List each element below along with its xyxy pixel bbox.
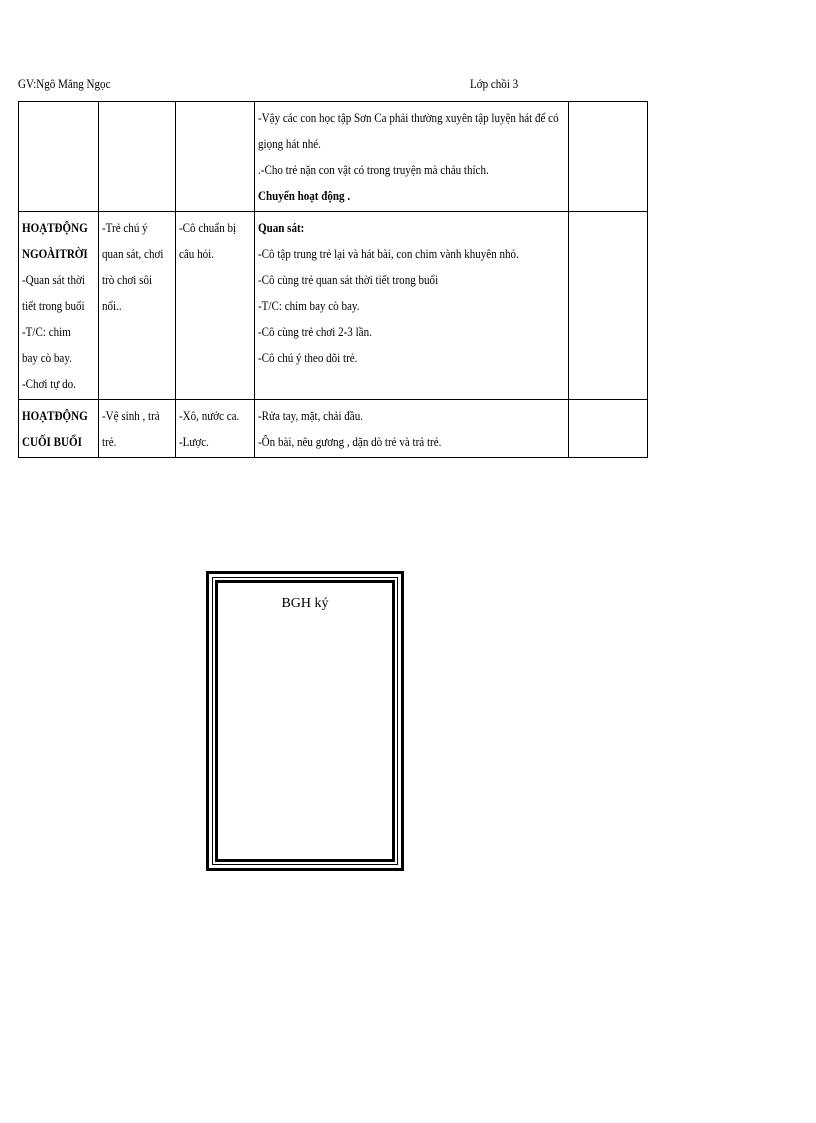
signature-box-frame (215, 580, 395, 862)
cell-content (22, 215, 95, 397)
table-row (19, 400, 648, 458)
cell-line: trò chơi sôi (102, 272, 153, 287)
cell-content (258, 105, 563, 209)
cell-line: CUỐI BUỔI (22, 434, 82, 449)
table-cell (176, 102, 255, 212)
table-cell (19, 212, 99, 400)
cell-line: .-Cho trẻ nặn con vật có trong truyện mà cháu thích. (258, 162, 489, 177)
table-cell (19, 400, 99, 458)
table-row (19, 102, 648, 212)
cell-line: -Xô, nước ca. (179, 408, 240, 423)
cell-line: HOẠTĐỘNG (22, 220, 88, 235)
cell-line: trẻ. (102, 434, 117, 449)
cell-content (258, 215, 563, 371)
cell-line: NGOÀITRỜI (22, 246, 88, 261)
table-cell (569, 102, 648, 212)
cell-line: câu hỏi. (179, 246, 214, 261)
cell-line: -Cô cùng trẻ quan sát thời tiết trong buổi (258, 272, 439, 287)
cell-line: Quan sát: (258, 220, 305, 235)
table-cell (99, 212, 176, 400)
cell-line: -Cô tập trung trẻ lại và hát bài, con chim vành khuyên nhỏ. (258, 246, 519, 261)
table-cell (99, 102, 176, 212)
teacher-name: GV:Ngô Măng Ngọc (18, 76, 111, 91)
lesson-plan-table (18, 101, 648, 458)
table-cell (255, 212, 569, 400)
class-name: Lớp chồi 3 (470, 76, 519, 91)
cell-line: nổi.. (102, 298, 122, 313)
cell-content (22, 403, 95, 455)
cell-content (102, 403, 172, 455)
cell-line: -Vậy các con học tập Sơn Ca phải thường xuyên tập luyện hát để có giọng hát nhé. (258, 110, 559, 151)
cell-content (258, 403, 563, 455)
cell-line: bay cò bay. (22, 350, 72, 365)
cell-line: -Cô chú ý theo dõi trẻ. (258, 350, 358, 365)
cell-line: HOẠTĐỘNG (22, 408, 88, 423)
cell-line: -Ôn bài, nêu gương , dặn dò trẻ và trả trẻ. (258, 434, 442, 449)
cell-line: -Trẻ chú ý (102, 220, 148, 235)
signature-box-inner-border (212, 577, 398, 865)
cell-line: -Cô chuẩn bị (179, 220, 237, 235)
cell-content (102, 215, 172, 319)
table-cell (255, 400, 569, 458)
cell-line: quan sát, chơi (102, 246, 164, 261)
cell-line: -Vệ sinh , trả (102, 408, 160, 423)
cell-line: -T/C: chim (22, 324, 71, 339)
table-cell (176, 400, 255, 458)
table-cell (176, 212, 255, 400)
cell-line: tiết trong buổi (22, 298, 85, 313)
cell-line: -Rửa tay, mặt, chải đầu. (258, 408, 364, 423)
table-cell (569, 400, 648, 458)
signature-box (206, 571, 404, 871)
cell-line: -Quan sát thời (22, 272, 85, 287)
signature-title: BGH ký (281, 596, 329, 611)
table-row (19, 212, 648, 400)
cell-line: -Chơi tự do. (22, 376, 76, 391)
cell-line: -T/C: chim bay cò bay. (258, 298, 360, 313)
cell-line: -Lược. (179, 434, 209, 449)
cell-line: Chuyển hoạt động . (258, 188, 351, 203)
cell-line: -Cô cùng trẻ chơi 2-3 lần. (258, 324, 372, 339)
cell-content (179, 403, 251, 455)
table-cell (99, 400, 176, 458)
table-cell (569, 212, 648, 400)
table-cell (255, 102, 569, 212)
cell-content (179, 215, 251, 267)
table-cell (19, 102, 99, 212)
